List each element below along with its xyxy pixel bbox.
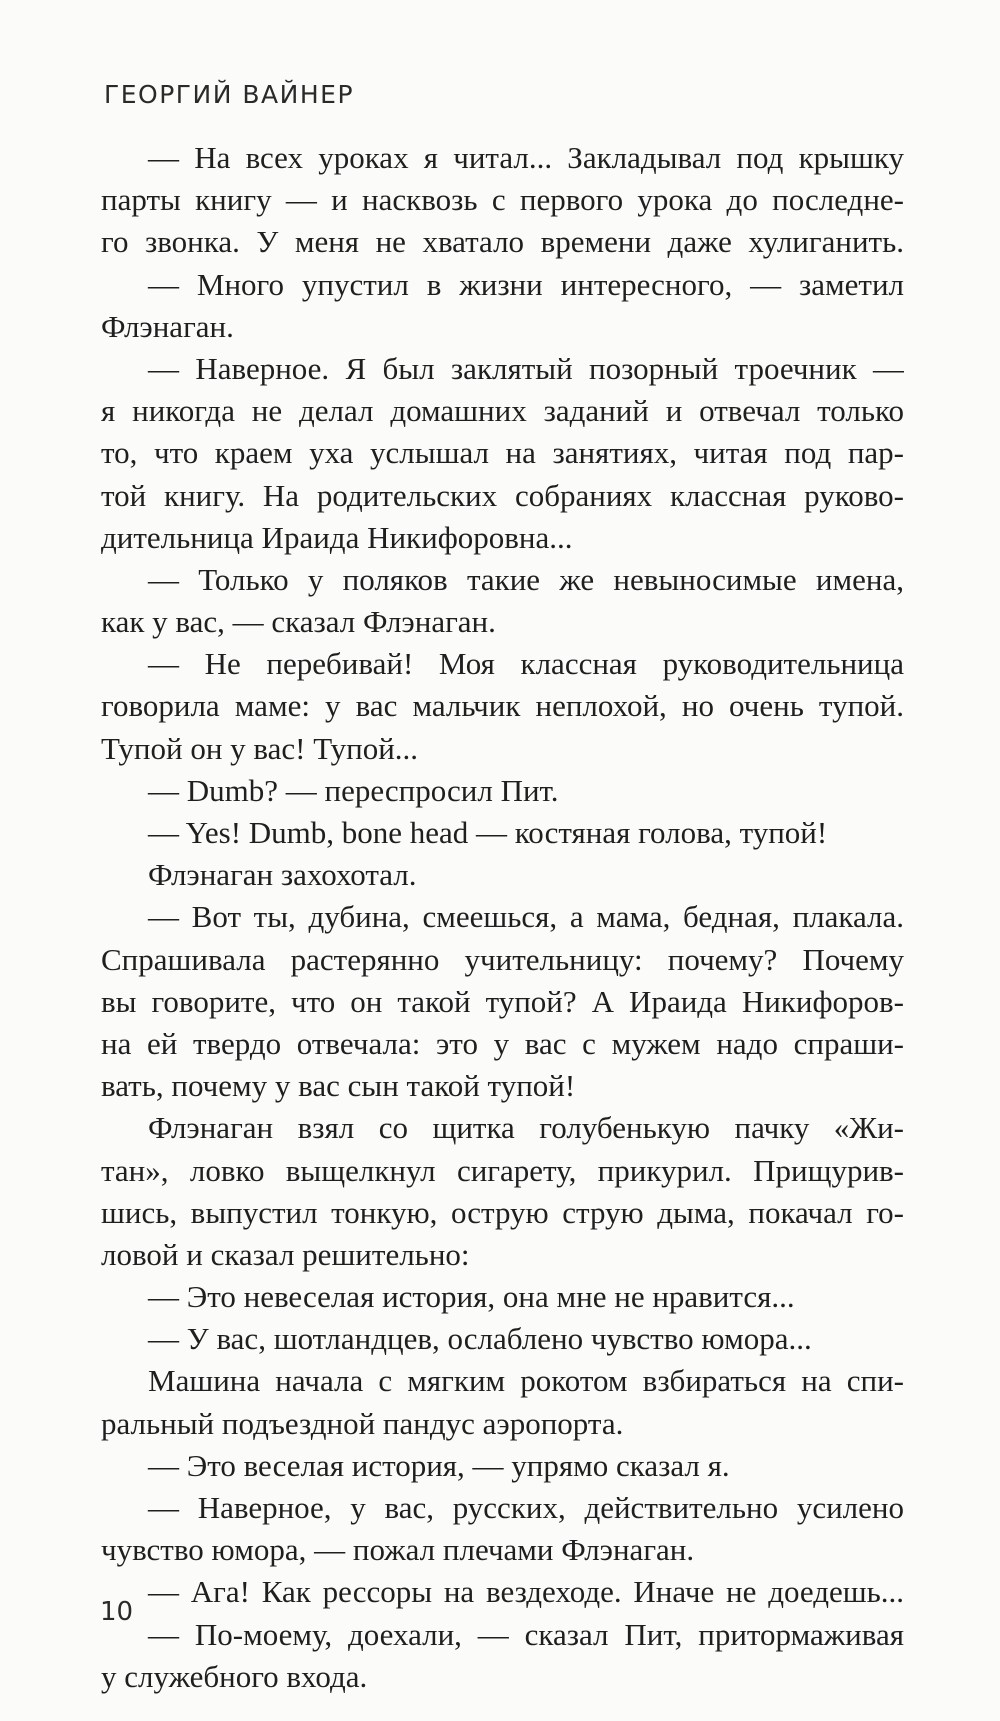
text-line: — Наверное, у вас, русских, действительно усилено (148, 1490, 904, 1525)
text-line: вать, почему у вас сын такой тупой! (101, 1068, 576, 1104)
text-line: как у вас, — сказал Флэнаган. (101, 604, 496, 640)
text-line: — По-моему, доехали, — сказал Пит, притормаживая (148, 1616, 904, 1652)
text-line: — Не перебивай! Моя классная руководительница (148, 646, 904, 682)
text-line: — Много упустил в жизни интересного, — заметил (148, 266, 904, 302)
text-line: я никогда не делал домашних заданий и отвечал только (101, 393, 904, 429)
text-line: Спрашивала растерянно учительницу: почему? Почему (101, 941, 904, 977)
text-line: — Только у поляков такие же невыносимые имена, (148, 561, 904, 597)
text-line: — Это веселая история, — упрямо сказал я. (148, 1447, 730, 1483)
text-line: ловой и сказал решительно: (101, 1236, 470, 1272)
text-line: Флэнаган взял со щитка голубенькую пачку «Жи- (148, 1110, 904, 1146)
text-line: Машина начала с мягким рокотом взбираться на спи- (148, 1363, 904, 1399)
text-line: у служебного входа. (101, 1658, 368, 1694)
text-line: парты книгу — и насквозь с первого урока до последне- (101, 182, 904, 218)
text-line: — Вот ты, дубина, смеешься, а мама, бедная, плакала. (148, 899, 904, 935)
text-line: — У вас, шотландцев, ослаблено чувство юмора... (148, 1321, 812, 1357)
text-line: ральный подъездной пандус аэропорта. (101, 1405, 624, 1441)
text-line: го звонка. У меня не хватало времени даже хулиганить. (101, 224, 904, 260)
text-line: шись, выпустил тонкую, острую струю дыма, покачал го- (101, 1194, 904, 1230)
text-line: — Dumb? — переспросил Пит. (148, 772, 559, 808)
text-line: Флэнаган захохотал. (148, 857, 417, 893)
running-title: ГЕОРГИЙ ВАЙНЕР (104, 80, 355, 109)
text-line: — Это невеселая история, она мне не нравится... (148, 1279, 795, 1315)
text-line: чувство юмора, — пожал плечами Флэнаган. (101, 1532, 695, 1568)
text-line: — На всех уроках я читал... Закладывал под крышку (148, 140, 904, 175)
text-line: на ей твердо отвечала: это у вас с мужем надо спраши- (101, 1025, 904, 1061)
text-line: дительница Ираида Никифоровна... (101, 519, 573, 555)
text-line: Тупой он у вас! Тупой... (101, 730, 419, 766)
page-number: 10 (100, 1597, 134, 1627)
text-line: — Наверное. Я был заклятый позорный троечник — (148, 350, 904, 386)
text-line: то, что краем уха услышал на занятиях, читая под пар- (101, 435, 904, 471)
text-line: той книгу. На родительских собраниях классная руково- (101, 477, 904, 513)
body-text (101, 137, 904, 1698)
text-line: Флэнаган. (101, 308, 234, 344)
text-line: — Yes! Dumb, bone head — костяная голова, тупой! (148, 815, 828, 850)
text-line: тан», ловко выщелкнул сигарету, прикурил. Прищурив- (101, 1152, 904, 1188)
text-line: вы говорите, что он такой тупой? А Ираида Никифоров- (101, 983, 904, 1019)
text-line: говорила маме: у вас мальчик неплохой, но очень тупой. (101, 688, 904, 724)
text-line: — Ага! Как рессоры на вездеходе. Иначе не доедешь... (148, 1574, 904, 1610)
